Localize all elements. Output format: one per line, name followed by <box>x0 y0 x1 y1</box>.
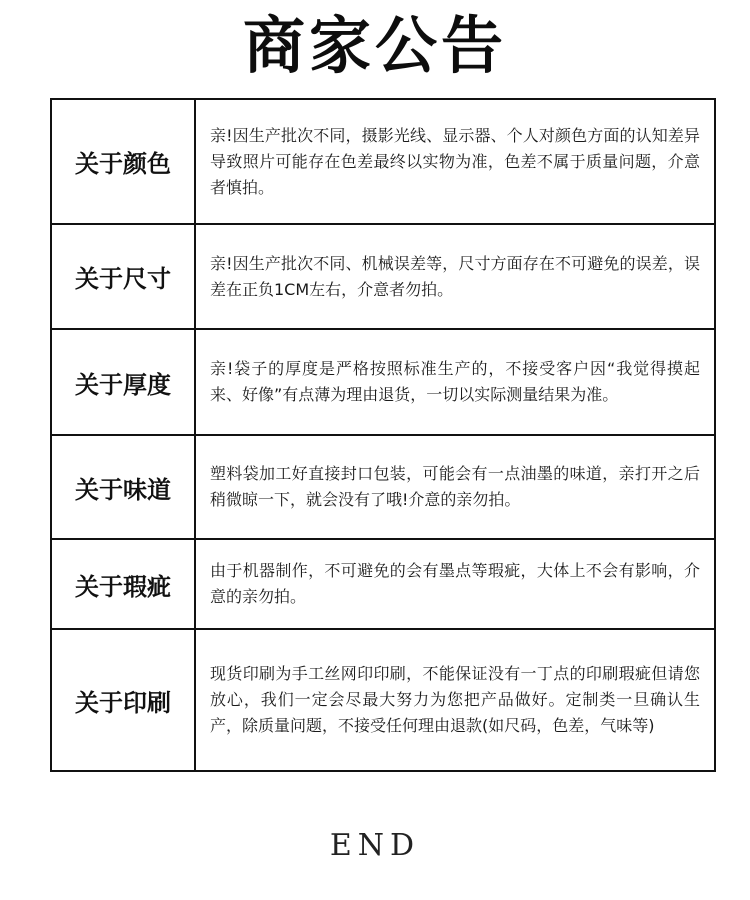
table-row <box>51 224 715 329</box>
row-content-printing: 现货印刷为手工丝网印印刷，不能保证没有一丁点的印刷瑕疵但请您放心，我们一定会尽最大努力为您把产品做好。定制类一旦确认生产，除质量问题，不接受任何理由退款(如尺码，色差，气味等) <box>195 629 715 771</box>
page-title: 商家公告 <box>242 9 507 82</box>
row-content-flaw: 由于机器制作，不可避免的会有墨点等瑕疵，大体上不会有影响，介意的亲勿拍。 <box>195 539 715 629</box>
notice-table <box>50 98 716 772</box>
row-label-thickness: 关于厚度 <box>51 329 195 435</box>
row-label-smell: 关于味道 <box>51 435 195 539</box>
row-content-size: 亲!因生产批次不同、机械误差等，尺寸方面存在不可避免的误差，误差在正负1CM左右，介意者勿拍。 <box>195 224 715 329</box>
table-row <box>51 435 715 539</box>
row-label-flaw: 关于瑕疵 <box>51 539 195 629</box>
table-row <box>51 99 715 224</box>
row-label-printing: 关于印刷 <box>51 629 195 771</box>
table-row <box>51 329 715 435</box>
end-marker: END <box>329 828 421 863</box>
row-content-color: 亲!因生产批次不同，摄影光线、显示器、个人对颜色方面的认知差异导致照片可能存在色差最终以实物为准，色差不属于质量问题，介意者慎拍。 <box>195 99 715 224</box>
row-label-size: 关于尺寸 <box>51 224 195 329</box>
row-content-smell: 塑料袋加工好直接封口包装，可能会有一点油墨的味道，亲打开之后稍微晾一下，就会没有了哦!介意的亲勿拍。 <box>195 435 715 539</box>
row-content-thickness: 亲!袋子的厚度是严格按照标准生产的，不接受客户因“我觉得摸起来、好像”有点薄为理由退货，一切以实际测量结果为准。 <box>195 329 715 435</box>
row-label-color: 关于颜色 <box>51 99 195 224</box>
table-row <box>51 629 715 771</box>
table-row <box>51 539 715 629</box>
